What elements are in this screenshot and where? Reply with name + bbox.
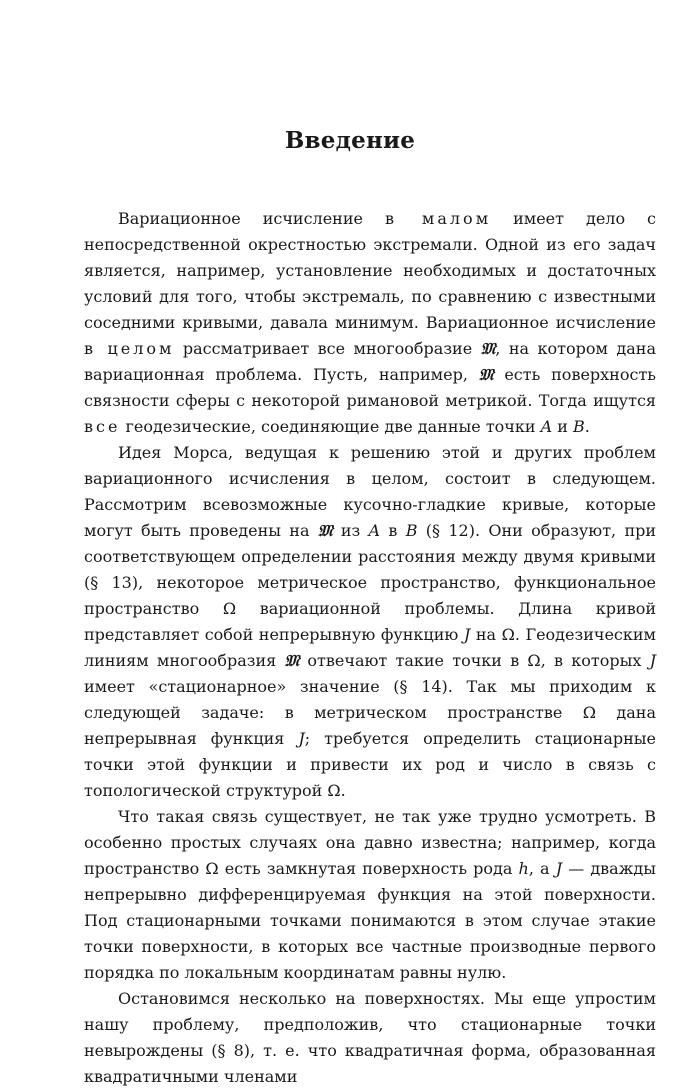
text-run: в <box>380 521 406 540</box>
paragraph-3 <box>84 804 656 986</box>
text-math: A <box>368 521 381 540</box>
text-math: J <box>555 859 563 878</box>
text-run: Остановимся несколько на поверхностях. Мы еще упростим нашу проблему, предположив, что стационарные точки невырождены (§ 8), т. е. что квадратичная форма, образованная квадратичными членами <box>84 989 656 1086</box>
text-run: и <box>552 417 574 436</box>
text-run: ; требуется определить стационарные точки этой функции и привести их род и число в связь с топологической структурой Ω. <box>84 729 656 800</box>
text-run: на Ω. Геодезическим линиям многообразия <box>84 625 656 670</box>
text-spaced: все <box>84 417 121 436</box>
paragraph-1 <box>84 206 656 440</box>
paragraph-2 <box>84 440 656 804</box>
text-run: отвечают такие точки в Ω, в которых <box>299 651 650 670</box>
text-run: , на котором дана вариационная проблема. Пусть, например, <box>84 339 656 384</box>
text-run: имеет «стационарное» значение (§ 14). Так мы приходим к следующей задаче: в метрическом пространстве Ω дана непрерывная функция <box>84 677 656 748</box>
text-run: (§ 12). Они образуют, при соответствующем определении расстояния между двумя кривыми (§ 13), некоторое метрическое пространство, функциональное пространство Ω вариационной проблемы. Длина кривой представляет собой непрерывную функцию <box>84 521 657 644</box>
text-run: — дважды непрерывно дифференцируемая функция на этой поверхности. Под стационарными точками понимаются в этом случае этакие точки поверхности, в которых все частные производные первого порядка по локальным координатам равны нулю. <box>84 859 657 982</box>
text-spaced: в малом <box>384 209 492 228</box>
body-text <box>84 206 656 1090</box>
text-math: J <box>649 651 656 670</box>
paragraph-4 <box>84 986 656 1090</box>
text-frak: 𝔐 <box>478 365 494 384</box>
text-run: , а <box>528 859 556 878</box>
text-run: есть поверхность связности сферы с некоторой римановой метрикой. Тогда ищутся <box>84 365 657 410</box>
text-run: имеет дело с непосредственной окрестностью экстремали. Одной из его задач является, например, установление необходимых и достаточных условий для того, чтобы экстремаль, по сравнению с известными соседними кривыми, давала минимум. Вариационное исчисление <box>84 209 656 332</box>
text-run: из <box>332 521 369 540</box>
text-run: Идея Морса, ведущая к решению этой и других проблем вариационного исчисления в целом, состоит в следующем. Рассмотрим всевозможные кусочно-гладкие кривые, которые могут быть проведены на <box>84 443 656 540</box>
text-run: геодезические, соединяющие две данные точки <box>120 417 541 436</box>
text-math: J <box>298 729 305 748</box>
text-math: A <box>540 417 553 436</box>
text-run: . <box>584 417 590 436</box>
text-math: B <box>405 521 418 540</box>
text-math: J <box>463 625 471 644</box>
text-math: B <box>573 417 585 436</box>
chapter-title: Введение <box>284 127 416 155</box>
text-run: Что такая связь существует, не так уже трудно усмотреть. В особенно простых случаях она давно известна; например, когда пространство Ω есть замкнутая поверхность рода <box>84 807 656 878</box>
text-frak: 𝔐 <box>317 521 333 540</box>
text-frak: 𝔐 <box>284 651 300 670</box>
text-spaced: в целом <box>84 339 175 358</box>
text-run: Вариационное исчисление <box>118 209 385 228</box>
text-math: h <box>518 859 529 878</box>
text-frak: 𝔐 <box>480 339 496 358</box>
text-run: рассматривает все многообразие <box>174 339 481 358</box>
